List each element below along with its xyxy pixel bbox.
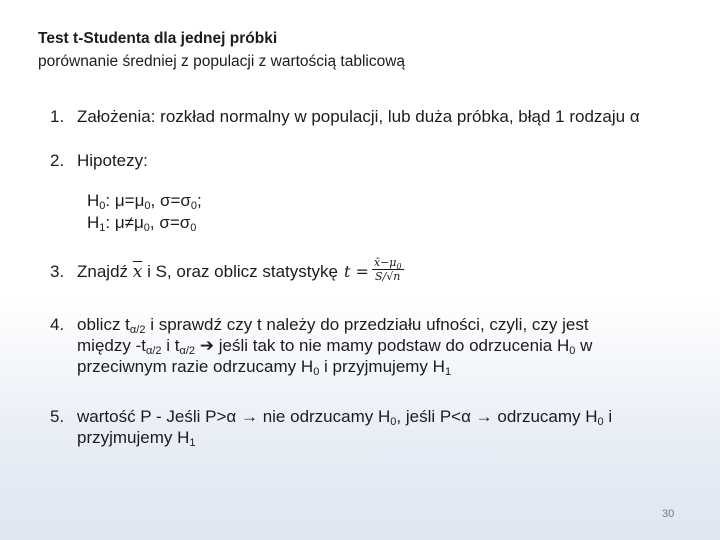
item-text: Znajdź $\overline{x}$ i S, oraz oblicz statystykę t = $\frac{x̄-\mu_0}{S/√n}$ [77,256,402,284]
item-text: oblicz $t_{\alpha/2}$ i sprawdź czy t należy do przedziału ufności, czyli, czy jest między $-t_{\alpha/2}$ i $t_{\alpha/2}$ ➔ jeśli tak to nie mamy podstaw do odrzucenia $H_0$ w przeciwnym razie odrzucamy $H_0$ i przyjmujemy $H_1$ [77,315,593,378]
t-statistic-fraction: $\frac{x̄-\mu_0}{S/√n}$ [373,256,402,284]
x-bar-symbol: $\overline{x}$ [132,262,143,282]
item-text: Założenia: rozkład normalny w populacji, lub duża próbka, błąd 1 rodzaju α [77,107,640,126]
hypothesis-h1: $H_1$: $\mu\ne\mu_0$, $\sigma=\sigma_0$ [87,213,197,234]
item-number: 3. [50,262,65,281]
t-statistic-symbol: t = [343,262,369,281]
hypothesis-h0: $H_0$: $\mu=\mu_0$, $\sigma=\sigma_0$; [87,191,202,212]
item-number: 2. [50,151,65,170]
item-text: wartość P - Jeśli P>α → nie odrzucamy $H_0$, jeśli P<α → odrzucamy $H_0$ i przyjmujemy $H_1$ [77,407,613,449]
slide-title: Test t-Studenta dla jednej próbki [38,30,278,47]
page-number: 30 [662,508,675,520]
item-number: 4. [50,315,65,334]
item-number: 5. [50,407,65,426]
slide-subtitle: porównanie średniej z populacji z wartością tablicową [38,53,406,70]
item-text: Hipotezy: [77,151,148,170]
item-number: 1. [50,107,65,126]
